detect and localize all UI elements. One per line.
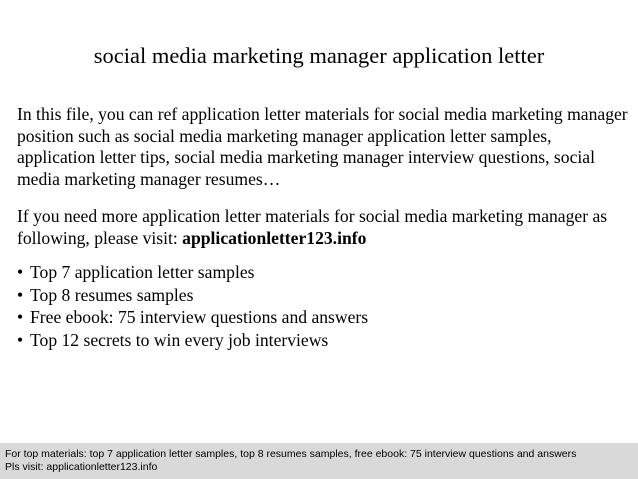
resource-list (17, 261, 632, 351)
list-item: • Top 12 secrets to win every job interviews (17, 329, 632, 352)
intro-paragraph: In this file, you can ref application letter materials for social media marketing manager position such as social media marketing manager application letter samples, application letter tips, social media marketing manager interview questions, social media marketing manager resumes… (17, 104, 628, 189)
footer-line-materials: For top materials: top 7 application letter samples, top 8 resumes samples, free ebook: 75 interview questions and answers (5, 448, 577, 460)
footer-line-visit: Pls visit: applicationletter123.info (5, 461, 158, 473)
website-link[interactable]: applicationletter123.info (182, 227, 367, 248)
list-item: • Top 7 application letter samples (17, 261, 632, 284)
list-item: • Top 8 resumes samples (17, 284, 632, 307)
slide-title: social media marketing manager application letter (93, 43, 545, 68)
more-info-text: If you need more application letter materials for social media marketing manager as following, please visit: (17, 206, 608, 248)
list-item: • Free ebook: 75 interview questions and answers (17, 306, 632, 329)
footer-bar (0, 443, 638, 479)
more-info-paragraph (17, 206, 632, 249)
